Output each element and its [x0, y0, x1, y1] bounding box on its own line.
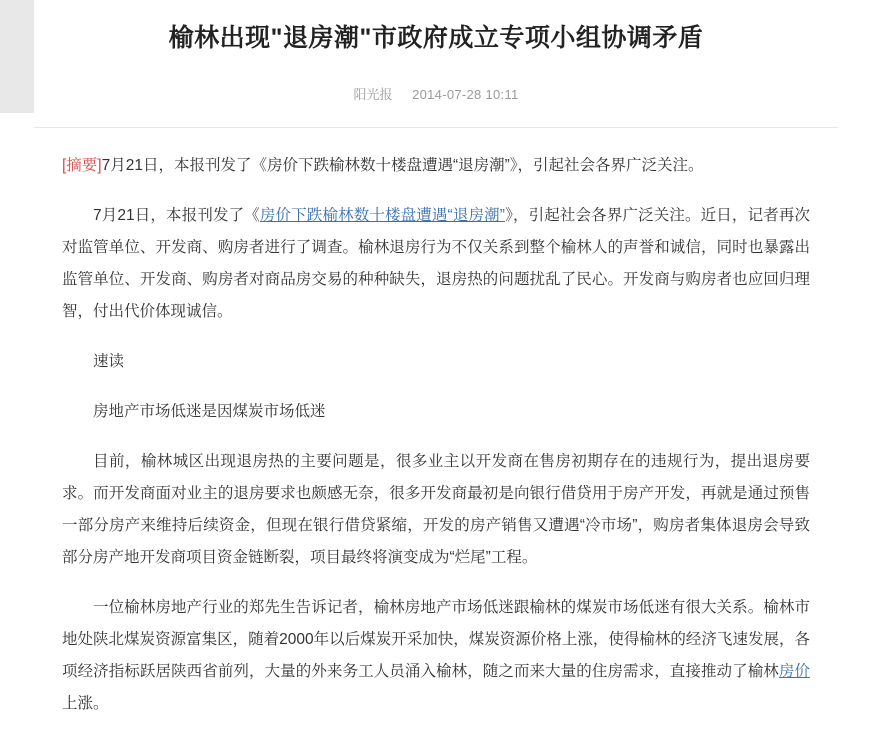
article-body — [0, 128, 872, 720]
paragraph-1-text-after-link: 》，引起社会各界广泛关注。近日，记者再次对监管单位、开发商、购房者进行了调查。榆林退房行为不仅关系到整个榆林人的声誉和诚信，同时也暴露出监管单位、开发商、购房者对商品房交易的种种缺失，退房热的问题扰乱了民心。开发商与购房者也应回归理智，付出代价体现诚信。 — [62, 207, 810, 320]
sub-heading: 房地产市场低迷是因煤炭市场低迷 — [93, 403, 326, 420]
paragraph-2: 目前，榆林城区出现退房热的主要问题是，很多业主以开发商在售房初期存在的违规行为，提出退房要求。而开发商面对业主的退房要求也颇感无奈，很多开发商最初是向银行借贷用于房产开发，再就是通过预售一部分房产来维持后续资金，但现在银行借贷紧缩，开发的房产销售又遭遇“冷市场”，购房者集体退房会导致部分房产地开发商项目资金链断裂，项目最终将演变成为“烂尾”工程。 — [62, 453, 810, 566]
paragraph-3-text-after-link: 上涨。 — [62, 695, 109, 712]
paragraph-1-text-before-link: 7月21日，本报刊发了《 — [93, 207, 260, 224]
article-datetime: 2014-07-28 10:11 — [412, 87, 519, 102]
summary-tag: [摘要] — [62, 157, 102, 174]
title-wrap — [0, 0, 872, 62]
summary-text: 7月21日，本报刊发了《房价下跌榆林数十楼盘遭遇“退房潮”》，引起社会各界广泛关注。 — [101, 157, 704, 174]
keyword-link-housing-price[interactable]: 房价 — [778, 663, 810, 680]
page-title: 榆林出现"退房潮"市政府成立专项小组协调矛盾 — [168, 24, 704, 52]
article-source: 阳光报 — [353, 87, 393, 102]
paragraph-3 — [62, 592, 810, 720]
related-article-link[interactable]: 房价下跌榆林数十楼盘遭遇“退房潮” — [259, 207, 505, 224]
article-meta — [0, 62, 872, 113]
paragraph-1 — [62, 200, 810, 328]
paragraph-3-text-before-link: 一位榆林房地产行业的郑先生告诉记者，榆林房地产市场低迷跟榆林的煤炭市场低迷有很大关系。榆林市地处陕北煤炭资源富集区，随着2000年以后煤炭开采加快，煤炭资源价格上涨，使得榆林的经济飞速发展，各项经济指标跃居陕西省前列，大量的外来务工人员涌入榆林，随之而来大量的住房需求，直接推动了榆林 — [62, 599, 810, 680]
article-summary — [62, 150, 810, 182]
speed-read-label: 速读 — [93, 353, 125, 370]
